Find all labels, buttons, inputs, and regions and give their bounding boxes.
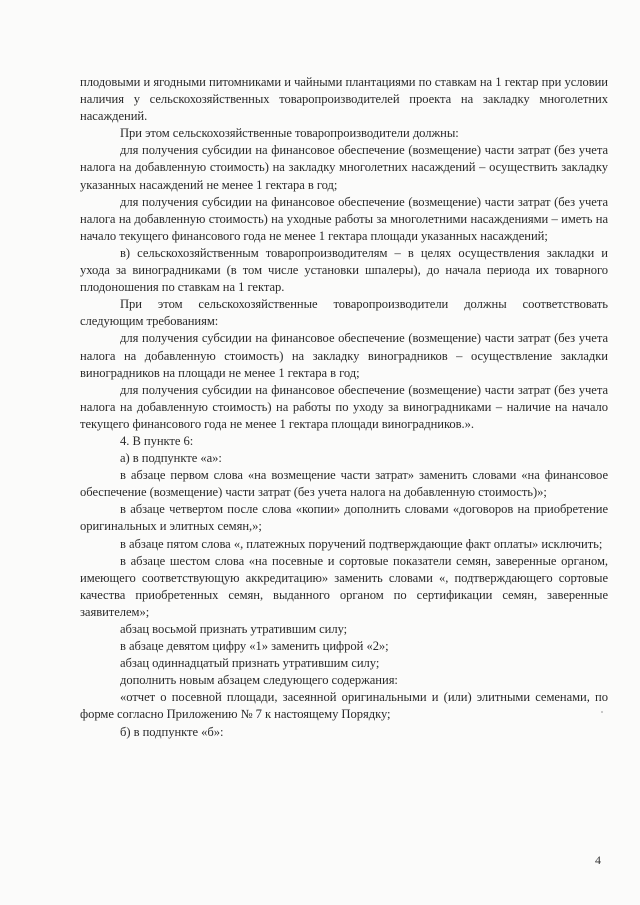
- paragraph-eleventh-abzac: абзац одиннадцатый признать утратившим силу;: [120, 656, 380, 671]
- paragraph-vineyard-care: для получения субсидии на финансовое обеспечение (возмещение) части затрат (без учета налога на добавленную стоимость) на работы по уходу за виноградниками – наличие на начало текущего финансового года не менее 1 гектара площади виноградников.».: [80, 382, 608, 431]
- paragraph-vineyard-planting: для получения субсидии на финансовое обеспечение (возмещение) части затрат (без учета налога на добавленную стоимость) на закладку виноградников – осуществление закладки виноградников на площади не менее 1 гектара в год;: [80, 331, 608, 380]
- paragraph-add-new-abzac: дополнить новым абзацем следующего содержания:: [120, 673, 398, 688]
- paragraph-subpoint-a: а) в подпункте «а»:: [120, 451, 222, 466]
- paragraph-vineyards: в) сельскохозяйственным товаропроизводителям – в целях осуществления закладки и ухода за виноградниками (в том числе установки шпалеры), до начала периода их товарного плодоношения по ставкам на 1 гектар.: [80, 245, 608, 295]
- paragraph-planting-subsidy: для получения субсидии на финансовое обеспечение (возмещение) части затрат (без учета налога на добавленную стоимость) на закладку многолетних насаждений – осуществить закладку указанных насаждений не менее 1 гектара в год;: [80, 143, 608, 192]
- paragraph-care-subsidy: для получения субсидии на финансовое обеспечение (возмещение) части затрат (без учета налога на добавленную стоимость) на уходные работы за многолетними насаждениями – иметь на начало текущего финансового года не менее 1 гектара площади указанных насаждений;: [80, 194, 608, 243]
- paragraph-vineyard-requirements-intro: При этом сельскохозяйственные товаропроизводители должны соответствовать следующим требованиям:: [80, 297, 608, 329]
- paragraph-sowing-report: «отчет о посевной площади, засеянной оригинальными и (или) элитными семенами, по форме согласно Приложению № 7 к настоящему Порядку;: [80, 690, 608, 722]
- paragraph-continuation: плодовыми и ягодными питомниками и чайными плантациями по ставкам на 1 гектар при условии наличия у сельскохозяйственных товаропроизводителей проекта на закладку многолетних насаждений.: [80, 75, 608, 124]
- paragraph-first-abzac: в абзаце первом слова «на возмещение части затрат» заменить словами «на финансовое обеспечение (возмещение) части затрат (без учета налога на добавленную стоимость)»;: [80, 468, 608, 500]
- paragraph-point-6: 4. В пункте 6:: [120, 433, 194, 448]
- paragraph-fourth-abzac: в абзаце четвертом после слова «копии» дополнить словами «договоров на приобретение оригинальных и элитных семян,»;: [80, 502, 608, 534]
- paragraph-requirements-intro: При этом сельскохозяйственные товаропроизводители должны:: [120, 126, 459, 141]
- paragraph-ninth-abzac: в абзаце девятом цифру «1» заменить цифрой «2»;: [120, 639, 389, 654]
- paragraph-subpoint-b: б) в подпункте «б»:: [120, 724, 224, 739]
- page-number: 4: [595, 853, 601, 867]
- paragraph-eighth-abzac: абзац восьмой признать утратившим силу;: [120, 622, 348, 636]
- paragraph-fifth-abzac: в абзаце пятом слова «, платежных поручений подтверждающие факт оплаты» исключить;: [120, 536, 603, 551]
- scan-speck: [601, 711, 603, 713]
- document-body: [80, 74, 608, 741]
- paragraph-sixth-abzac: в абзаце шестом слова «на посевные и сортовые показатели семян, заверенные органом, имеющего соответствующую аккредитацию» заменить словами «, подтверждающего сортовые качества приобретенных семян, выданного органом по сертификации семян, заверенные заявителем»;: [80, 553, 608, 619]
